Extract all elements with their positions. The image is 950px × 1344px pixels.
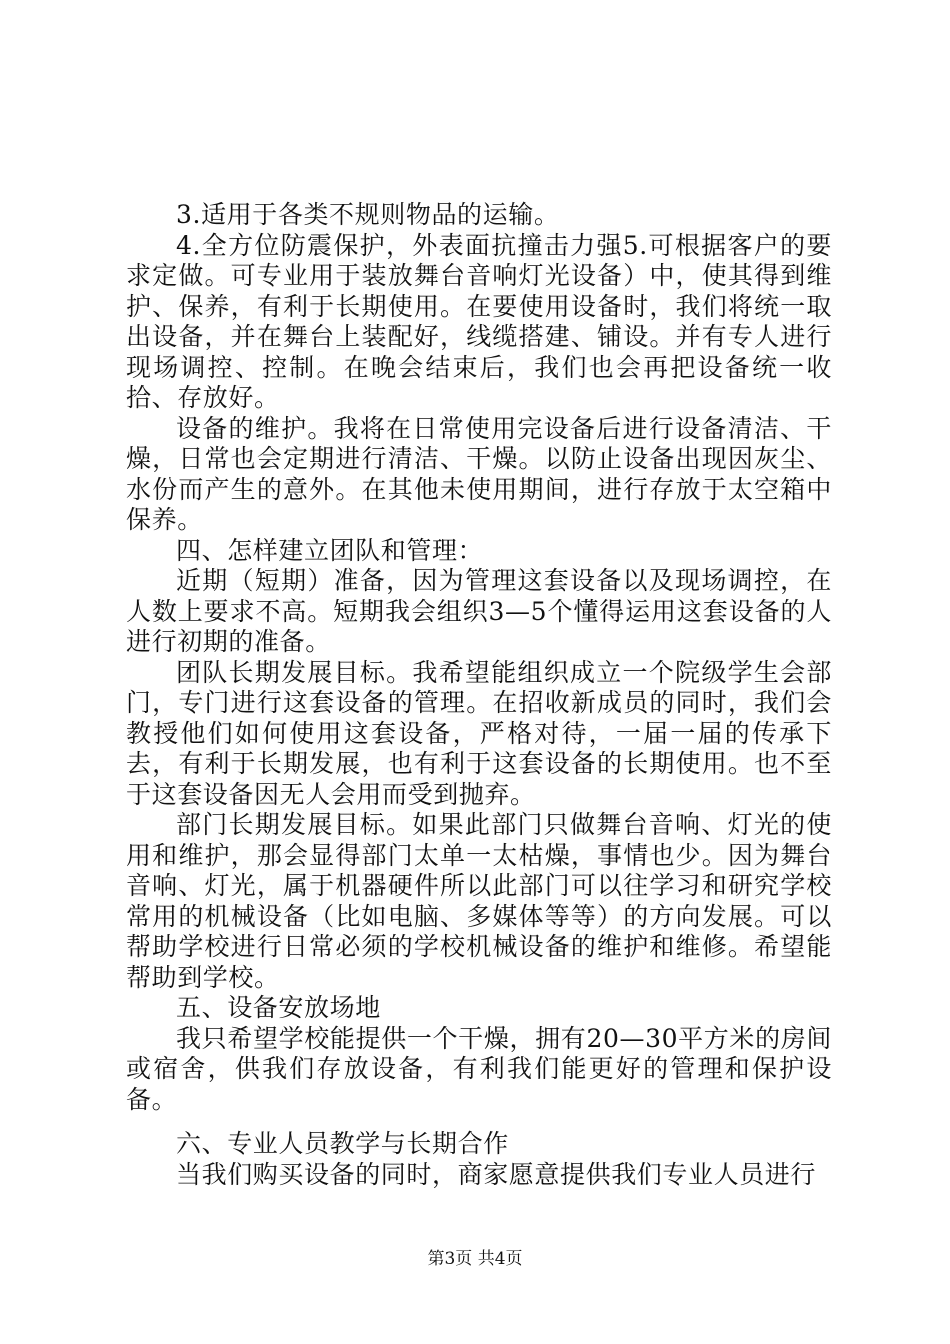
paragraph-venue: 我只希望学校能提供一个干燥，拥有20—30平方米的房间或宿舍，供我们存放设备，有利我们能更好的管理和保护设备。 <box>126 1023 832 1114</box>
paragraph-items-4-5: 4.全方位防震保护，外表面抗撞击力强5.可根据客户的要求定做。可专业用于装放舞台音响灯光设备）中，使其得到维护、保养，有利于长期使用。在要使用设备时，我们将统一取出设备，并在舞台上装配好，线缆搭建、铺设。并有专人进行现场调控、控制。在晚会结束后，我们也会再把设备统一收拾、存放好。 <box>126 230 832 412</box>
section-heading-cooperation: 六、专业人员教学与长期合作 <box>176 1129 509 1158</box>
paragraph-short-term: 近期（短期）准备，因为管理这套设备以及现场调控，在人数上要求不高。短期我会组织3—5个懂得运用这套设备的人进行初期的准备。 <box>126 566 832 656</box>
page-number-footer: 第3页 共4页 <box>427 1249 523 1269</box>
paragraph-spacer <box>126 1115 832 1129</box>
section-heading-team: 四、怎样建立团队和管理： <box>176 535 484 565</box>
document-body <box>126 200 832 1190</box>
paragraph-item-3: 3.适用于各类不规则物品的运输。 <box>176 200 560 229</box>
paragraph-team-goal: 团队长期发展目标。我希望能组织成立一个院级学生会部门，专门进行这套设备的管理。在招收新成员的同时，我们会教授他们如何使用这套设备，严格对待，一届一届的传承下去，有利于长期发展，也有利于这套设备的长期使用。也不至于这套设备因无人会用而受到抛弃。 <box>126 657 832 809</box>
paragraph-maintenance: 设备的维护。我将在日常使用完设备后进行设备清洁、干燥，日常也会定期进行清洁、干燥。以防止设备出现因灰尘、水份而产生的意外。在其他未使用期间，进行存放于太空箱中保养。 <box>126 413 832 534</box>
paragraph-cooperation: 当我们购买设备的同时，商家愿意提供我们专业人员进行 <box>176 1159 817 1189</box>
section-heading-venue: 五、设备安放场地 <box>176 993 381 1022</box>
paragraph-department-goal: 部门长期发展目标。如果此部门只做舞台音响、灯光的使用和维护，那会显得部门太单一太枯燥，事情也少。因为舞台音响、灯光，属于机器硬件所以此部门可以往学习和研究学校常用的机械设备（比如电脑、多媒体等等）的方向发展。可以帮助学校进行日常必须的学校机械设备的维护和维修。希望能帮助到学校。 <box>126 810 832 992</box>
